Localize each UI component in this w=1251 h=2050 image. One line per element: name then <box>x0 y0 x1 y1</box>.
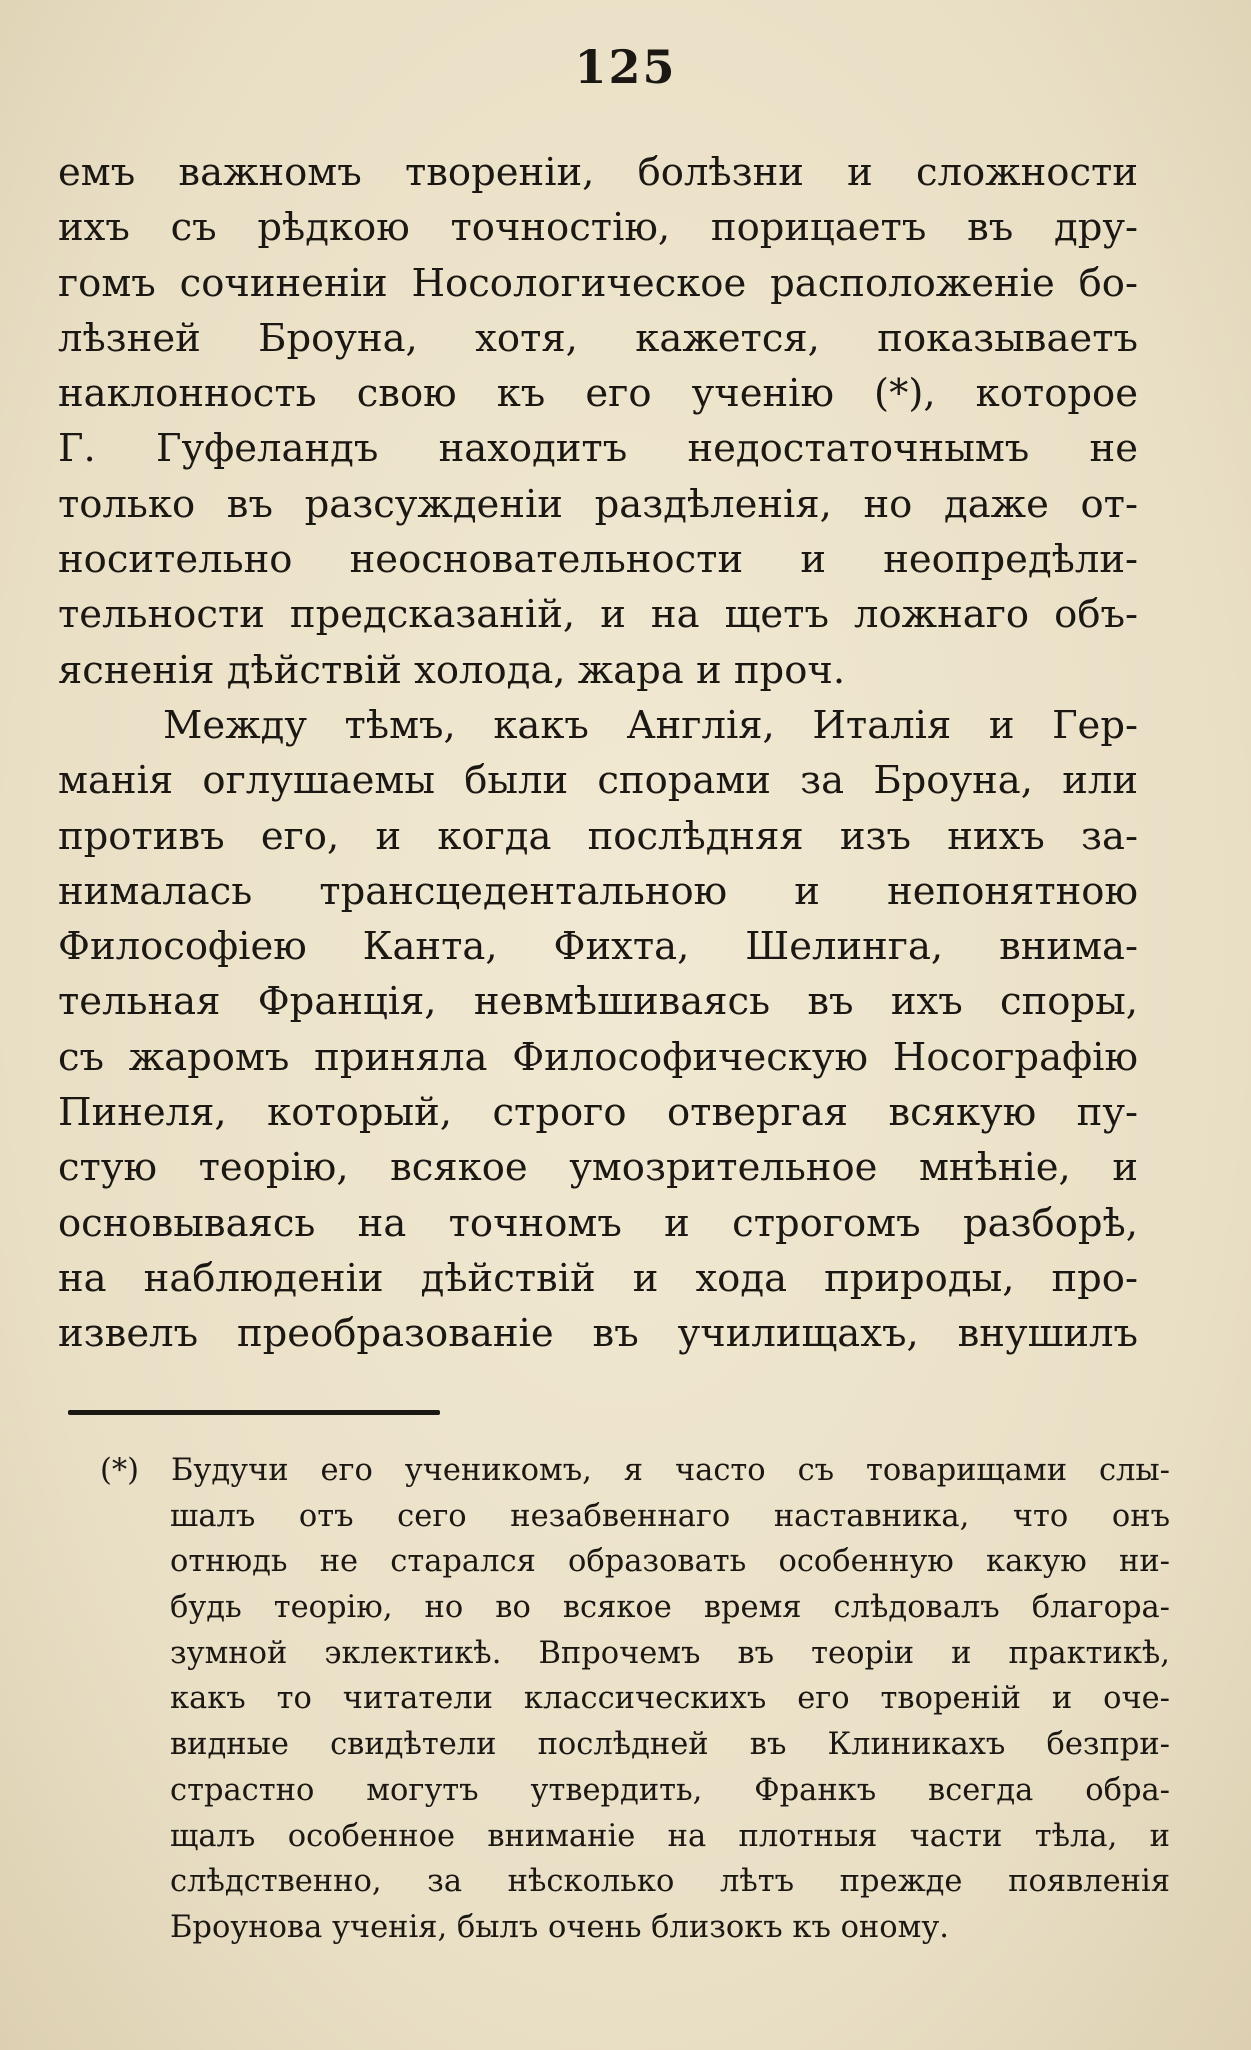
footnote-line: Броунова ученія, былъ очень близокъ къ оному. <box>170 1909 949 1945</box>
text-line: Пинеля, который, строго отвергая всякую пу- <box>58 1090 1138 1136</box>
text-line: Философіею Канта, Фихта, Шелинга, внима- <box>58 924 1138 970</box>
footnote-line: зумной эклектикѣ. Впрочемъ въ теоріи и практикѣ, <box>170 1635 1170 1671</box>
footnote-line: страстно могутъ утвердить, Франкъ всегда обра- <box>170 1772 1170 1808</box>
text-line: тельности предсказаній, и на щетъ ложнаго объ- <box>58 592 1138 638</box>
text-line: Между тѣмъ, какъ Англія, Италія и Гер- <box>163 702 1138 748</box>
text-line: тельная Франція, невмѣшиваясь въ ихъ споры, <box>58 979 1138 1025</box>
footnote-line: щалъ особенное вниманіе на плотныя части тѣла, и <box>170 1818 1170 1854</box>
footnote-line: слѣдственно, за нѣсколько лѣтъ прежде появленія <box>170 1864 1170 1900</box>
text-line: гомъ сочиненіи Носологическое расположеніе бо- <box>58 260 1138 306</box>
text-line: носительно неосновательности и неопредѣли- <box>58 537 1138 583</box>
footnote-line: какъ то читатели классическихъ его твореній и оче- <box>170 1681 1170 1717</box>
footnote-line: (*) Будучи его ученикомъ, я часто съ товарищами слы- <box>100 1453 1170 1488</box>
text-line: наклонность свою къ его ученію (*), которое <box>58 371 1138 417</box>
text-line: лѣзней Броуна, хотя, кажется, показываетъ <box>58 315 1138 361</box>
text-line: ихъ съ рѣдкою точностію, порицаетъ въ дру- <box>58 205 1138 251</box>
text-line: Г. Гуфеландъ находитъ недостаточнымъ не <box>58 426 1138 472</box>
footnote-line: будь теорію, но во всякое время слѣдовалъ благора- <box>170 1590 1170 1626</box>
text-line: только въ разсужденіи раздѣленія, но даже от- <box>58 481 1138 527</box>
text-line: нималась трансцедентальною и непонятною <box>58 868 1138 914</box>
footnote-line: видные свидѣтели послѣдней въ Клиникахъ безпри- <box>170 1727 1170 1763</box>
page-number: 125 <box>574 40 677 94</box>
footnote-block <box>100 1448 1170 1951</box>
text-line: манія оглушаемы были спорами за Броуна, или <box>58 758 1138 804</box>
main-text-block <box>58 145 1138 1362</box>
text-line: съ жаромъ приняла Философическую Носографію <box>58 1034 1138 1080</box>
text-line: противъ его, и когда послѣдняя изъ нихъ за- <box>58 813 1138 859</box>
footnote-line: отнюдь не старался образовать особенную какую ни- <box>170 1544 1170 1580</box>
text-line: стую теорію, всякое умозрительное мнѣніе, и <box>58 1145 1138 1191</box>
text-line: ясненія дѣйствій холода, жара и проч. <box>58 647 846 693</box>
text-line: извелъ преобразованіе въ училищахъ, внушилъ <box>58 1311 1138 1357</box>
text-line: на наблюденіи дѣйствій и хода природы, про- <box>58 1255 1138 1301</box>
footnote-divider <box>68 1410 440 1415</box>
text-line: основываясь на точномъ и строгомъ разборѣ, <box>58 1200 1138 1246</box>
text-line: емъ важномъ твореніи, болѣзни и сложности <box>58 150 1138 195</box>
footnote-line: шалъ отъ сего незабвеннаго наставника, что онъ <box>170 1498 1170 1534</box>
